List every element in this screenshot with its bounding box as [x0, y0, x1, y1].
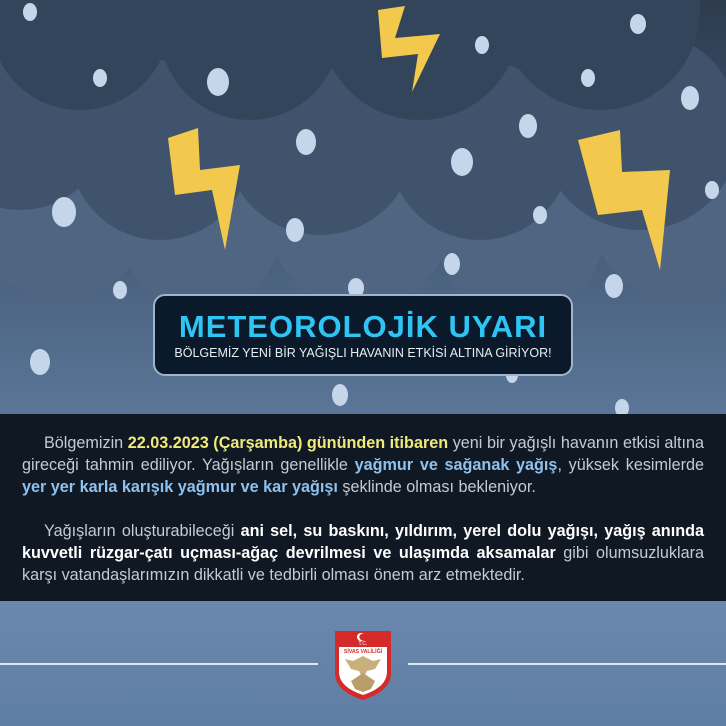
text-segment: , yüksek kesimlerde	[557, 456, 705, 474]
text-segment: Yağışların oluşturabileceği	[44, 522, 241, 540]
highlighted-text: ani sel, su baskını, yıldırım, yerel dolu yağışı, yağış anında kuvvetli rüzgar-çatı uçması-ağaç devrilmesi ve ulaşımda aksamalar	[22, 522, 704, 562]
logo-text-2: SİVAS VALİLİĞİ	[343, 649, 383, 655]
highlighted-text: yağmur ve sağanak yağış	[354, 456, 558, 474]
banner-title: METEOROLOJİK UYARI	[178, 309, 548, 344]
text-segment: şeklinde olması bekleniyor.	[337, 478, 536, 496]
text-segment: yeni bir yağışlı havanın etkisi altına gireceği tahmin ediliyor. Yağışların genellikle	[22, 434, 704, 474]
logo-text: T.C.	[358, 641, 368, 647]
paragraph-1	[22, 432, 704, 498]
divider-left	[0, 663, 318, 665]
announcement-text-panel	[0, 414, 726, 601]
highlighted-text: yer yer karla karışık yağmur ve kar yağışı	[22, 478, 338, 496]
text-segment: Bölgemizin	[44, 434, 128, 452]
highlighted-text: 22.03.2023 (Çarşamba) gününden itibaren	[127, 434, 449, 452]
text-segment: gibi olumsuzluklara karşı vatandaşlarımızın dikkatli ve tedbirli olması önem arz etmektedir.	[22, 544, 704, 584]
paragraph-2	[22, 520, 704, 586]
banner-subtitle: BÖLGEMİZ YENİ BİR YAĞIŞLI HAVANIN ETKİSİ ALTINA GİRİYOR!	[174, 346, 552, 360]
warning-banner	[153, 294, 573, 376]
sivas-valiligi-logo	[333, 625, 393, 701]
divider-right	[408, 663, 726, 665]
footer	[0, 601, 726, 726]
